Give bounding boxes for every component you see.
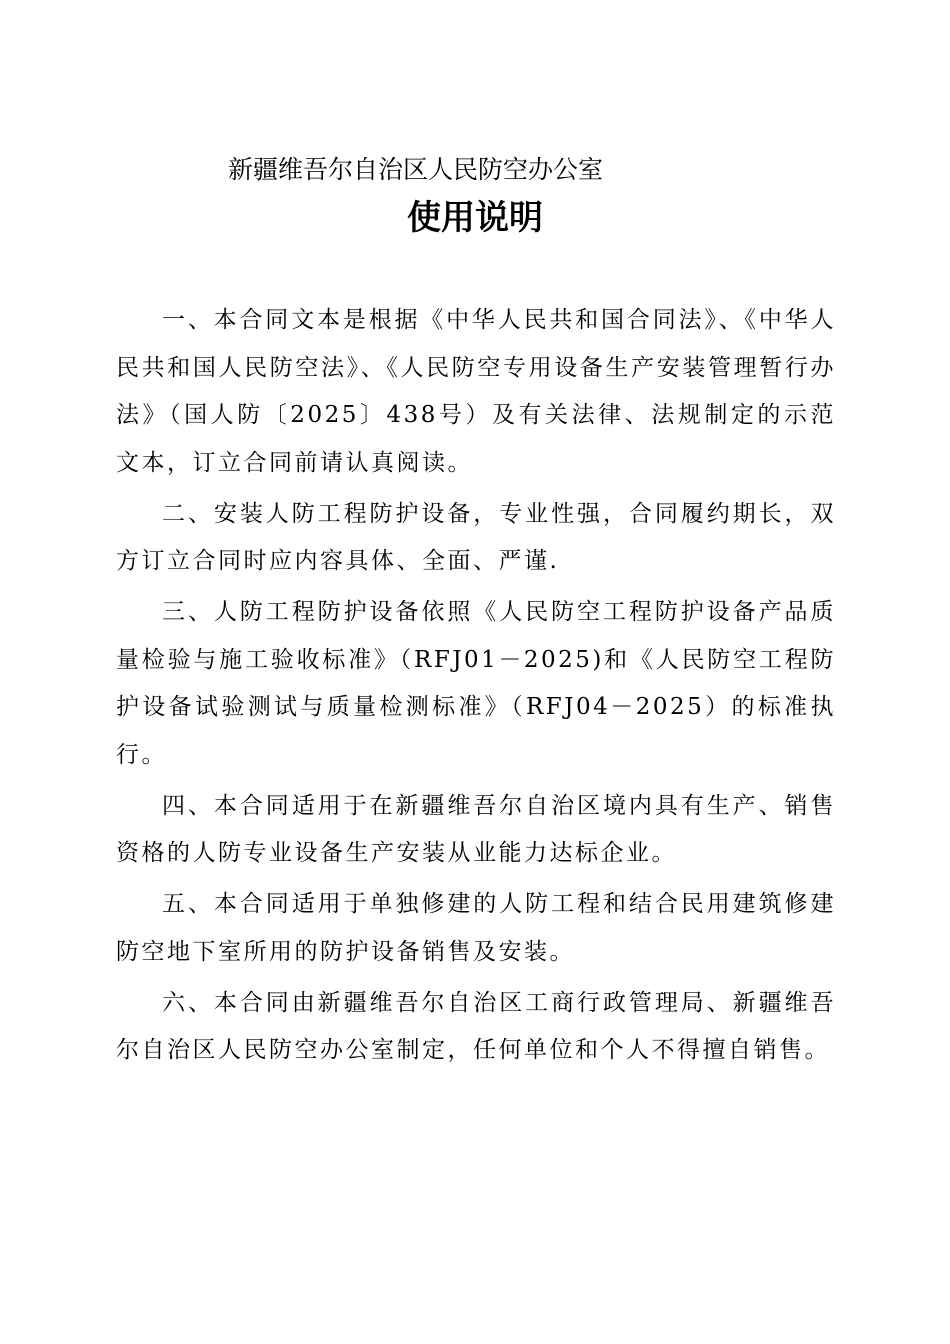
document-body [116, 297, 836, 1078]
paragraph-6: 六、本合同由新疆维吾尔自治区工商行政管理局、新疆维吾尔自治区人民防空办公室制定，任何单位和个人不得擅自销售。 [116, 989, 836, 1063]
paragraph-3: 三、人防工程防护设备依照《人民防空工程防护设备产品质量检验与施工验收标准》（RFJ01－2025)和《人民防空工程防护设备试验测试与质量检测标准》（RFJ04－2025）的标准执行。 [116, 599, 836, 768]
page-title: 使用说明 [407, 198, 543, 238]
paragraph-5: 五、本合同适用于单独修建的人防工程和结合民用建筑修建防空地下室所用的防护设备销售及安装。 [116, 891, 836, 965]
paragraph-1: 一、本合同文本是根据《中华人民共和国合同法》、《中华人民共和国人民防空法》、《人民防空专用设备生产安装管理暂行办法》（国人防〔2025〕438号）及有关法律、法规制定的示范文本，订立合同前请认真阅读。 [116, 307, 836, 476]
issuer-name: 新疆维吾尔自治区人民防空办公室 [228, 155, 604, 184]
paragraph-4: 四、本合同适用于在新疆维吾尔自治区境内具有生产、销售资格的人防专业设备生产安装从业能力达标企业。 [116, 792, 836, 866]
paragraph-2: 二、安装人防工程防护设备，专业性强，合同履约期长，双方订立合同时应内容具体、全面、严谨. [116, 500, 836, 574]
